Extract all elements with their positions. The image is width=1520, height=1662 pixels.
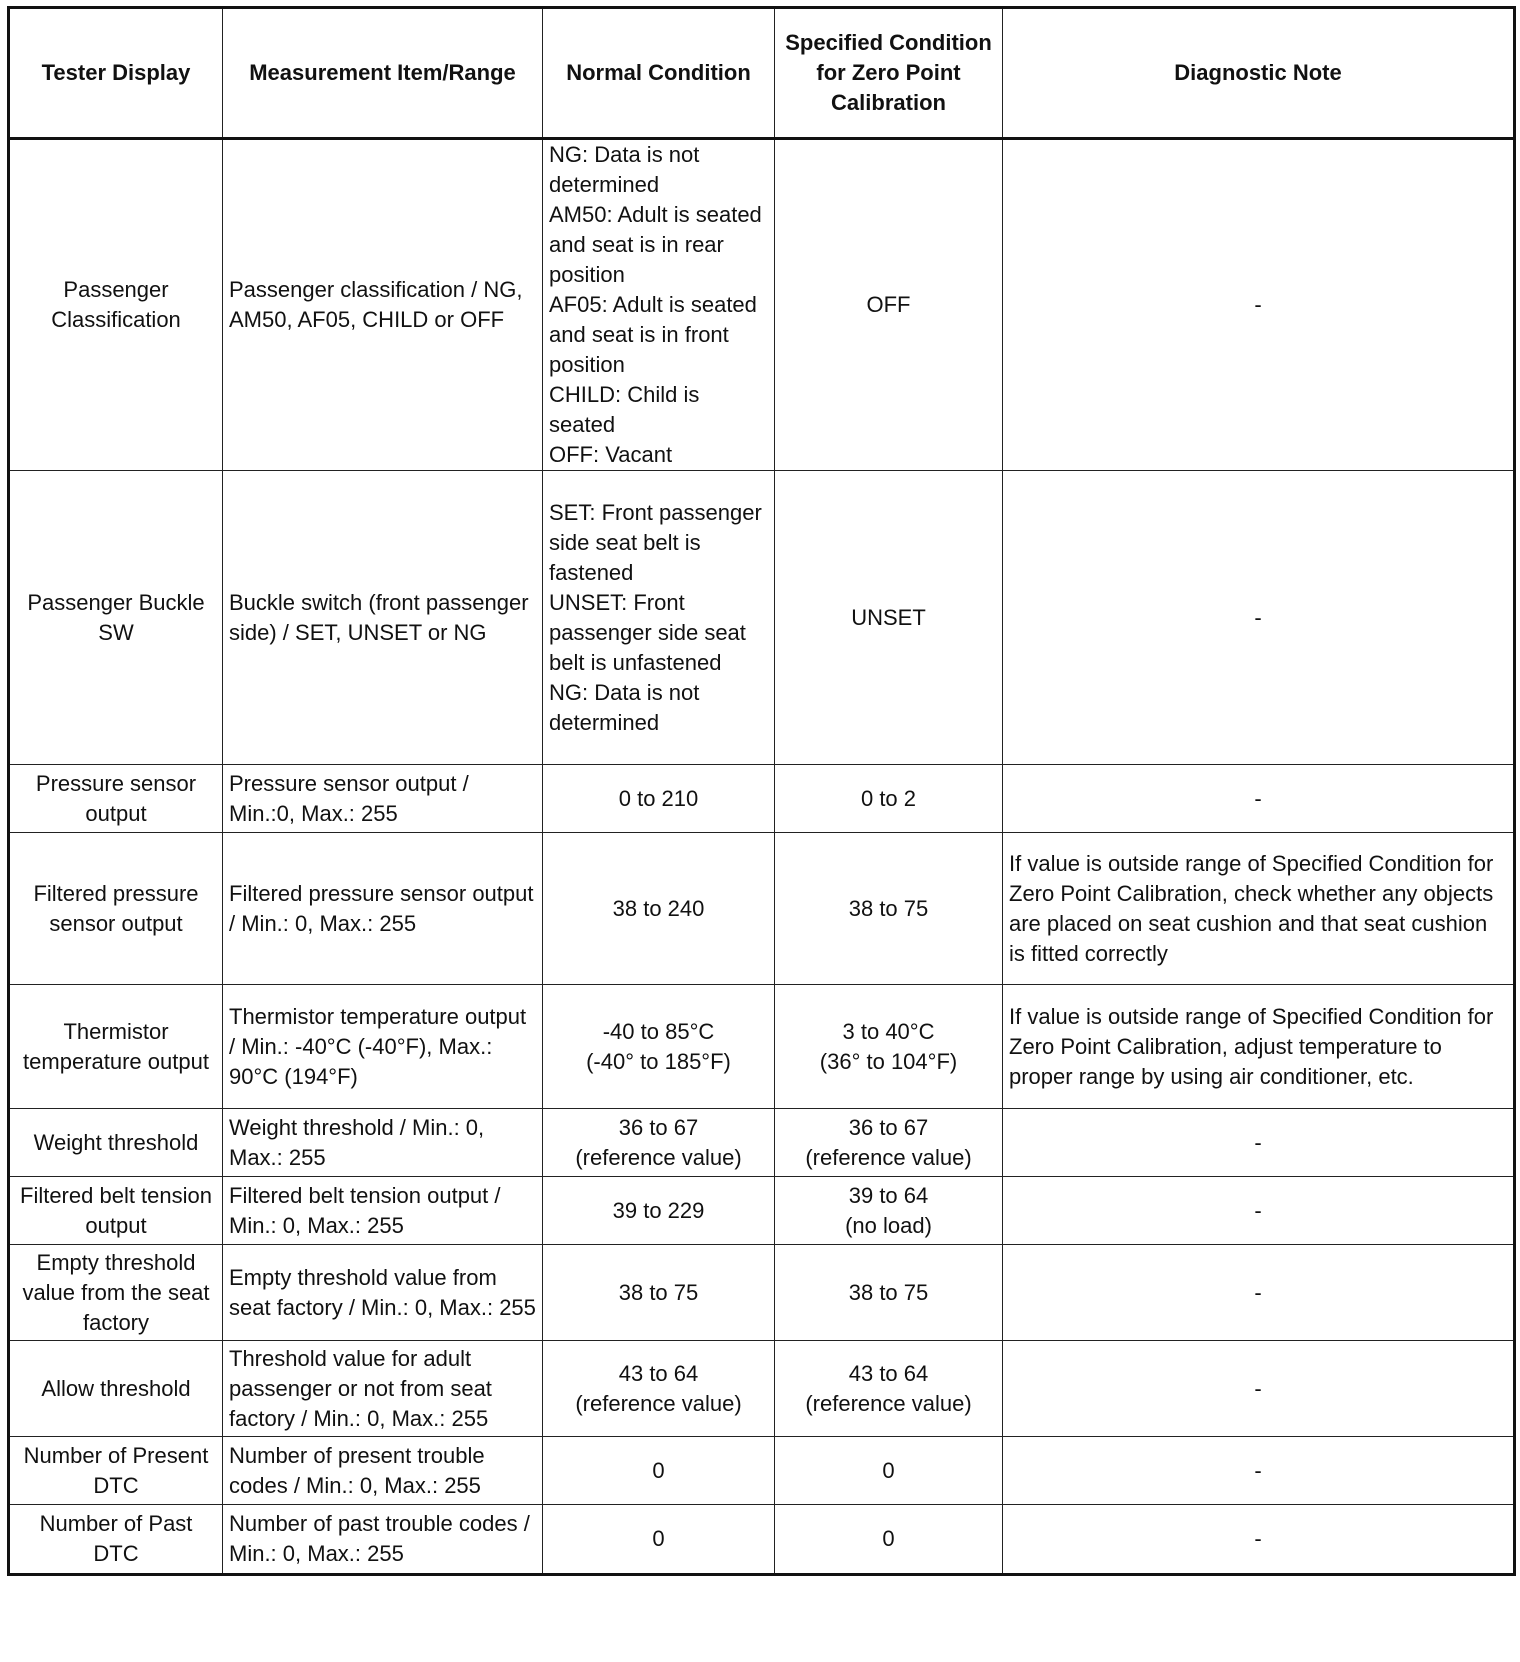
measurement-item-cell: Empty threshold value from seat factory / Min.: 0, Max.: 255 xyxy=(223,1245,543,1341)
tester-display-cell: Filtered belt tension output xyxy=(9,1177,223,1245)
table-row xyxy=(9,1341,1515,1437)
measurement-item-cell: Buckle switch (front passenger side) / SET, UNSET or NG xyxy=(223,471,543,765)
specified-condition-cell: 36 to 67 (reference value) xyxy=(775,1109,1003,1177)
tester-display-cell: Filtered pressure sensor output xyxy=(9,833,223,985)
specified-condition-cell: 3 to 40°C (36° to 104°F) xyxy=(775,985,1003,1109)
diagnostic-note-cell: If value is outside range of Specified Condition for Zero Point Calibration, adjust temperature to proper range by using air conditioner, etc. xyxy=(1003,985,1515,1109)
normal-condition-cell: NG: Data is not determined AM50: Adult is seated and seat is in rear position AF05: Adult is seated and seat is in front position CHILD: Child is seated OFF: Vacant xyxy=(543,139,775,471)
header-tester-display: Tester Display xyxy=(9,8,223,139)
header-diagnostic-note: Diagnostic Note xyxy=(1003,8,1515,139)
diagnostic-note-cell: - xyxy=(1003,1177,1515,1245)
normal-condition-cell: 43 to 64 (reference value) xyxy=(543,1341,775,1437)
specified-condition-cell: 38 to 75 xyxy=(775,1245,1003,1341)
table-row xyxy=(9,139,1515,471)
table-row xyxy=(9,1109,1515,1177)
diagnostic-note-cell: - xyxy=(1003,471,1515,765)
tester-display-cell: Passenger Classification xyxy=(9,139,223,471)
normal-condition-cell: SET: Front passenger side seat belt is fastened UNSET: Front passenger side seat belt is unfastened NG: Data is not determined xyxy=(543,471,775,765)
table-row xyxy=(9,833,1515,985)
measurement-item-cell: Filtered belt tension output / Min.: 0, Max.: 255 xyxy=(223,1177,543,1245)
normal-condition-cell: 36 to 67 (reference value) xyxy=(543,1109,775,1177)
header-specified-condition: Specified Condition for Zero Point Calibration xyxy=(775,8,1003,139)
data-list-table xyxy=(7,6,1516,1576)
measurement-item-cell: Pressure sensor output / Min.:0, Max.: 255 xyxy=(223,765,543,833)
tester-display-cell: Passenger Buckle SW xyxy=(9,471,223,765)
specified-condition-cell: UNSET xyxy=(775,471,1003,765)
normal-condition-cell: -40 to 85°C (-40° to 185°F) xyxy=(543,985,775,1109)
measurement-item-cell: Passenger classification / NG, AM50, AF05, CHILD or OFF xyxy=(223,139,543,471)
diagnostic-note-cell: - xyxy=(1003,1341,1515,1437)
measurement-item-cell: Weight threshold / Min.: 0, Max.: 255 xyxy=(223,1109,543,1177)
table-row xyxy=(9,985,1515,1109)
measurement-item-cell: Number of present trouble codes / Min.: 0, Max.: 255 xyxy=(223,1437,543,1505)
normal-condition-cell: 0 xyxy=(543,1437,775,1505)
table-row xyxy=(9,1505,1515,1575)
measurement-item-cell: Thermistor temperature output / Min.: -40°C (-40°F), Max.: 90°C (194°F) xyxy=(223,985,543,1109)
specified-condition-cell: 38 to 75 xyxy=(775,833,1003,985)
measurement-item-cell: Filtered pressure sensor output / Min.: 0, Max.: 255 xyxy=(223,833,543,985)
normal-condition-cell: 0 xyxy=(543,1505,775,1575)
specified-condition-cell: OFF xyxy=(775,139,1003,471)
normal-condition-cell: 38 to 75 xyxy=(543,1245,775,1341)
header-measurement-item: Measurement Item/Range xyxy=(223,8,543,139)
header-normal-condition: Normal Condition xyxy=(543,8,775,139)
diagnostic-note-cell: - xyxy=(1003,1505,1515,1575)
diagnostic-note-cell: - xyxy=(1003,1437,1515,1505)
table-row xyxy=(9,1177,1515,1245)
diagnostic-note-cell: - xyxy=(1003,765,1515,833)
tester-display-cell: Pressure sensor output xyxy=(9,765,223,833)
tester-display-cell: Thermistor temperature output xyxy=(9,985,223,1109)
tester-display-cell: Allow threshold xyxy=(9,1341,223,1437)
specified-condition-cell: 0 to 2 xyxy=(775,765,1003,833)
tester-display-cell: Number of Present DTC xyxy=(9,1437,223,1505)
table-row xyxy=(9,471,1515,765)
specified-condition-cell: 0 xyxy=(775,1505,1003,1575)
diagnostic-note-cell: - xyxy=(1003,1245,1515,1341)
tester-display-cell: Empty threshold value from the seat factory xyxy=(9,1245,223,1341)
diagnostic-note-cell: - xyxy=(1003,139,1515,471)
measurement-item-cell: Threshold value for adult passenger or not from seat factory / Min.: 0, Max.: 255 xyxy=(223,1341,543,1437)
normal-condition-cell: 38 to 240 xyxy=(543,833,775,985)
specified-condition-cell: 43 to 64 (reference value) xyxy=(775,1341,1003,1437)
measurement-item-cell: Number of past trouble codes / Min.: 0, Max.: 255 xyxy=(223,1505,543,1575)
diagnostic-note-cell: - xyxy=(1003,1109,1515,1177)
diagnostic-note-cell: If value is outside range of Specified Condition for Zero Point Calibration, check whether any objects are placed on seat cushion and that seat cushion is fitted correctly xyxy=(1003,833,1515,985)
normal-condition-cell: 0 to 210 xyxy=(543,765,775,833)
specified-condition-cell: 0 xyxy=(775,1437,1003,1505)
tester-display-cell: Weight threshold xyxy=(9,1109,223,1177)
table-row xyxy=(9,765,1515,833)
specified-condition-cell: 39 to 64 (no load) xyxy=(775,1177,1003,1245)
header-row xyxy=(9,8,1515,139)
normal-condition-cell: 39 to 229 xyxy=(543,1177,775,1245)
table-row xyxy=(9,1437,1515,1505)
table-row xyxy=(9,1245,1515,1341)
tester-display-cell: Number of Past DTC xyxy=(9,1505,223,1575)
